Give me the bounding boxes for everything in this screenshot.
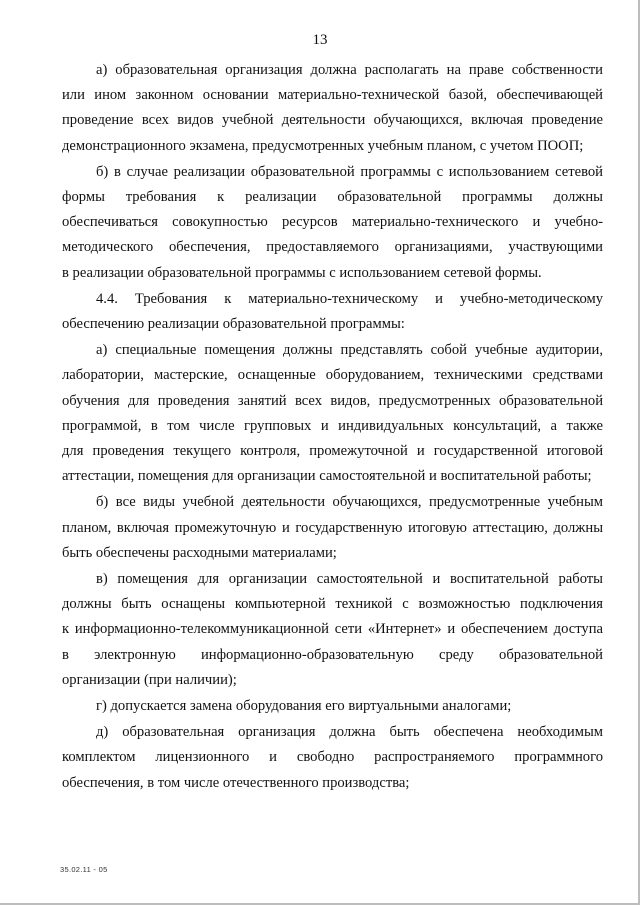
paragraph-line: методического обеспечения, предоставляемого организациями, участвующими (62, 239, 603, 256)
paragraph-line: проведение всех видов учебной деятельности обучающихся, включая проведение (62, 112, 603, 129)
paragraph-line: программой, в том числе групповых и индивидуальных консультаций, а также (62, 417, 603, 434)
paragraph-line: в реализации образовательной программы с использованием сетевой формы. (62, 264, 542, 281)
paragraph-line: формы требования к реализации образовательной программы должны (62, 189, 603, 206)
paragraph-line: в электронную информационно-образовательную среду образовательной (62, 646, 603, 663)
document-body (62, 58, 603, 796)
paragraph-line: обеспечения, в том числе отечественного производства; (62, 774, 410, 791)
paragraph-first-line: б) в случае реализации образовательной программы с использованием сетевой (96, 163, 603, 180)
paragraph-line: комплектом лицензионного и свободно распространяемого программного (62, 749, 603, 766)
paragraph-first-line: а) специальные помещения должны представлять собой учебные аудитории, (96, 342, 603, 359)
paragraph-line: аттестации, помещения для организации самостоятельной и воспитательной работы; (62, 468, 592, 485)
paragraph-line: организации (при наличии); (62, 671, 237, 688)
paragraph-line: обучения для проведения занятий всех видов, предусмотренных образовательной (62, 392, 603, 409)
paragraph-line: или ином законном основании материально-технической базой, обеспечивающей (62, 87, 603, 104)
paragraph-line: лаборатории, мастерские, оснащенные оборудованием, техническими средствами (62, 367, 603, 384)
paragraph-first-line: в) помещения для организации самостоятельной и воспитательной работы (96, 571, 603, 588)
paragraph-first-line: г) допускается замена оборудования его виртуальными аналогами; (96, 698, 512, 715)
paragraph-first-line: д) образовательная организация должна быть обеспечена необходимым (96, 724, 603, 741)
paragraph-line: быть обеспечены расходными материалами; (62, 544, 337, 561)
paragraph-line: должны быть оснащены компьютерной техникой с возможностью подключения (62, 596, 603, 613)
paragraph-line: к информационно-телекоммуникационной сети «Интернет» и обеспечением доступа (62, 621, 603, 638)
document-code: 35.02.11 - 05 (60, 865, 108, 874)
paragraph-first-line: а) образовательная организация должна располагать на праве собственности (96, 62, 603, 78)
paragraph-first-line: 4.4. Требования к материально-техническому и учебно-методическому (96, 290, 603, 307)
paragraph-line: обеспечению реализации образовательной программы: (62, 316, 405, 333)
page-number: 13 (312, 32, 328, 48)
paragraph-line: обеспечиваться совокупностью ресурсов материально-технического и учебно- (62, 214, 603, 231)
paragraph-line: планом, включая промежуточную и государственную итоговую аттестацию, должны (62, 519, 603, 536)
paragraph-line: демонстрационного экзамена, предусмотренных учебным планом, с учетом ПООП; (62, 137, 584, 154)
paragraph-line: для проведения текущего контроля, промежуточной и государственной итоговой (62, 443, 603, 460)
paragraph-first-line: б) все виды учебной деятельности обучающихся, предусмотренные учебным (96, 494, 603, 511)
